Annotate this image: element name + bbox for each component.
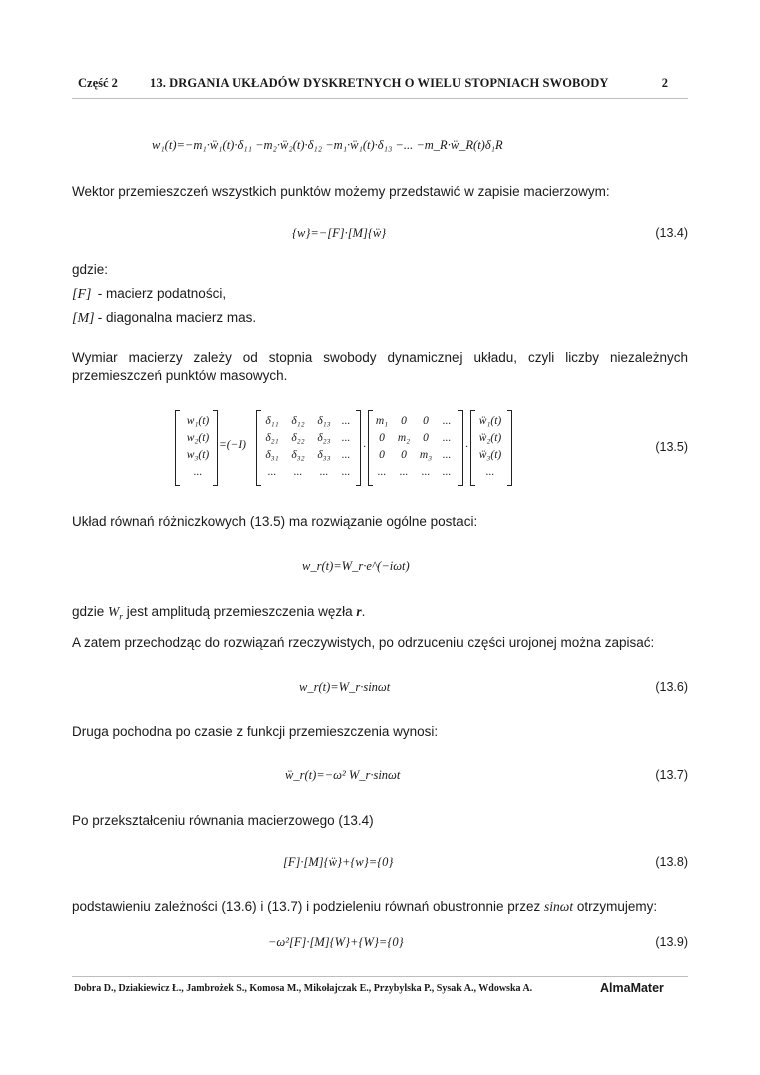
paragraph-8-end: otrzymujemy: <box>576 899 658 914</box>
matrix-cell: δ₂₃ <box>317 432 331 444</box>
mass-matrix <box>371 413 457 481</box>
matrix-cell: 0 <box>401 449 407 461</box>
flexibility-matrix <box>259 413 355 481</box>
equation-13-8: [F]·[M]{ẅ}+{w}={0} <box>283 855 394 869</box>
multiplication-dot: · <box>363 441 366 453</box>
matrix-cell: 0 <box>423 415 429 427</box>
paragraph-7: Po przekształceniu równania macierzowego (13.4) <box>72 813 374 828</box>
paragraph-4-start: gdzie <box>72 604 105 619</box>
matrix-cell: ... <box>341 466 351 478</box>
equation-number-13-6: (13.6) <box>655 680 688 694</box>
paragraph-4-end: . <box>361 604 366 619</box>
sine-term: sinωt <box>544 899 574 914</box>
bracket-right <box>507 410 512 486</box>
paragraph-5: A zatem przechodząc do rozwiązań rzeczywistych, po odrzuceniu części urojonej można zapisać: <box>72 635 655 650</box>
page-header <box>72 76 688 94</box>
matrix-cell: ... <box>193 466 203 478</box>
paragraph-3: Układ równań różniczkowych (13.5) ma rozwiązanie ogólne postaci: <box>72 514 478 529</box>
matrix-cell: δ₂₁ <box>265 432 279 444</box>
matrix-cell: w₂(t) <box>186 432 210 444</box>
bracket-left <box>175 410 180 486</box>
matrix-cell: 0 <box>423 432 429 444</box>
header-title: 13. DRGANIA UKŁADÓW DYSKRETNYCH O WIELU STOPNIACH SWOBODY <box>150 76 609 90</box>
matrix-cell: ... <box>421 466 431 478</box>
legend-item-m <box>72 309 688 328</box>
matrix-cell: ... <box>293 466 303 478</box>
matrix-cell: δ₁₂ <box>291 415 305 427</box>
matrix-cell: ẅ₂(t) <box>478 432 502 444</box>
matrix-cell: ... <box>442 466 452 478</box>
matrix-cell: 0 <box>379 449 385 461</box>
footer-authors: Dobra D., Dziakiewicz Ł., Jambrożek S., Komosa M., Mikołajczak E., Przybylska P., Sysak A., Wdowska A. <box>74 983 533 994</box>
equation-number-13-9: (13.9) <box>655 935 688 949</box>
matrix-cell: ... <box>399 466 409 478</box>
matrix-cell: δ₃₁ <box>265 449 279 461</box>
amplitude-symbol: W <box>108 604 120 619</box>
equation-number-13-5: (13.5) <box>655 440 688 454</box>
amplitude-subscript: r <box>119 612 123 623</box>
matrix-cell: m₂ <box>397 432 411 444</box>
equation-general-solution: w_r(t)=W_r·e^(−iωt) <box>302 559 410 573</box>
header-page-number: 2 <box>661 76 668 90</box>
equation-number-13-8: (13.8) <box>655 855 688 869</box>
equation-13-7: ẅ_r(t)=−ω² W_r·sinωt <box>285 768 401 782</box>
displacement-vector <box>181 413 215 481</box>
paragraph-1: Wektor przemieszczeń wszystkich punktów możemy przedstawić w zapisie macierzowym: <box>72 184 610 199</box>
paragraph-8-start: podstawieniu zależności (13.6) i (13.7) i podzieleniu równań obustronnie przez <box>72 899 541 914</box>
legend-symbol-f: [F] <box>72 287 92 302</box>
matrix-cell: 0 <box>401 415 407 427</box>
matrix-cell: w₃(t) <box>186 449 210 461</box>
matrix-cell: δ₃₃ <box>317 449 331 461</box>
matrix-cell: w₁(t) <box>186 415 210 427</box>
equation-13-9: −ω²[F]·[M]{W}+{W}={0} <box>268 935 404 949</box>
multiplication-dot: · <box>465 441 468 453</box>
operator-minus-identity: =(−I) <box>219 439 247 451</box>
equation-number-13-7: (13.7) <box>655 768 688 782</box>
paragraph-6: Druga pochodna po czasie z funkcji przemieszczenia wynosi: <box>72 724 439 739</box>
matrix-cell: ... <box>377 466 387 478</box>
matrix-cell: ... <box>267 466 277 478</box>
matrix-cell: ... <box>442 449 452 461</box>
where-label: gdzie: <box>72 262 109 277</box>
equation-top: w₁(t)=−m₁·ẅ₁(t)·δ₁₁ −m₂·ẅ₂(t)·δ₁₂ −m₁·ẅ₁(t)·δ₁₃ −... −m_R·ẅ_R(t)δ₁R <box>152 138 503 152</box>
matrix-cell: δ₁₁ <box>265 415 279 427</box>
bracket-right <box>458 410 463 486</box>
equation-13-4: {w}=−[F]·[M]{ẅ} <box>292 226 387 240</box>
matrix-cell: ẅ₃(t) <box>478 449 502 461</box>
matrix-cell: ... <box>341 432 351 444</box>
matrix-cell: ... <box>319 466 329 478</box>
header-divider <box>72 98 688 99</box>
legend-item-f <box>72 285 688 304</box>
equation-13-6: w_r(t)=W_r·sinωt <box>299 680 391 694</box>
matrix-cell: ... <box>341 449 351 461</box>
matrix-cell: m₁ <box>375 415 389 427</box>
matrix-cell: ... <box>485 466 495 478</box>
node-symbol: r <box>356 604 362 619</box>
paragraph-4-middle: jest amplitudą przemieszczenia węzła <box>126 604 353 619</box>
header-part: Część 2 <box>78 76 118 90</box>
matrix-cell: m₃ <box>419 449 433 461</box>
matrix-cell: ... <box>341 415 351 427</box>
legend-symbol-m: [M] <box>72 311 95 326</box>
bracket-right <box>356 410 361 486</box>
matrix-cell: δ₂₂ <box>291 432 305 444</box>
bracket-right <box>213 410 218 486</box>
paragraph-8 <box>72 898 688 916</box>
matrix-cell: δ₁₃ <box>317 415 331 427</box>
matrix-cell: δ₃₂ <box>291 449 305 461</box>
paragraph-2: Wymiar macierzy zależy od stopnia swobody dynamicznej układu, czyli liczby niezależnych przemieszczeń punktów masowych. <box>72 350 688 383</box>
matrix-cell: ... <box>442 415 452 427</box>
footer-divider <box>72 976 688 977</box>
matrix-cell: ... <box>442 432 452 444</box>
equation-number-13-4: (13.4) <box>655 226 688 240</box>
matrix-equation-13-5 <box>175 410 515 486</box>
matrix-cell: 0 <box>379 432 385 444</box>
footer-brand: AlmaMater <box>600 981 664 995</box>
paragraph-4 <box>72 603 688 627</box>
legend-text-f: - macierz podatności, <box>97 286 227 301</box>
matrix-cell: ẅ₁(t) <box>478 415 502 427</box>
acceleration-vector <box>473 413 507 481</box>
legend-text-m: - diagonalna macierz mas. <box>97 310 257 325</box>
